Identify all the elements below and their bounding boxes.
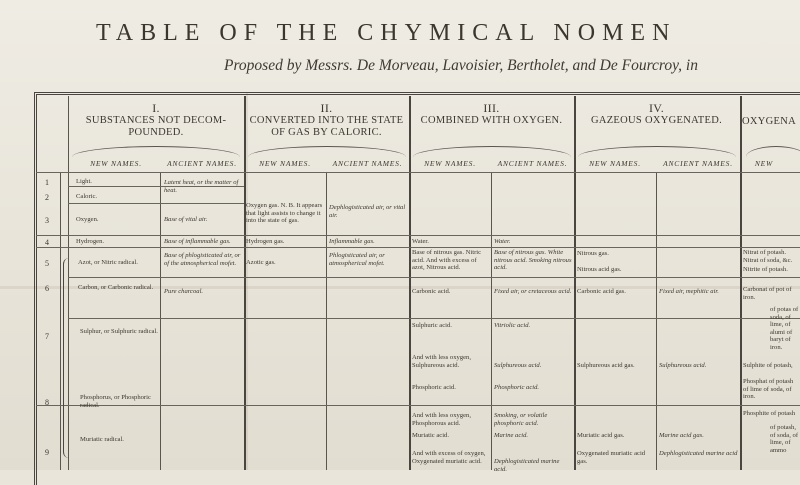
cell-new-name: Caloric. — [76, 193, 98, 200]
page-subtitle: Proposed by Messrs. De Morveau, Lavoisier, Bertholet, and De Fourcroy, in — [224, 57, 698, 74]
column-number: I. — [152, 101, 160, 115]
row-number: 8 — [45, 398, 49, 407]
cell-oxygen-ancient-name: Base of nitrous gas. White nitrous acid. Smoking nitrous acid. — [494, 249, 572, 272]
subheader-new-names: NEW — [754, 159, 774, 168]
subheader-ancient-names: ANCIENT NAMES. — [663, 159, 733, 168]
row-number: 4 — [45, 238, 49, 247]
cell-oxygen-ancient-name: Marine acid. — [494, 432, 529, 439]
cell-gas-ancient-name: Phlogisticated air, or atmospherical mofet. — [329, 252, 385, 267]
cell-oxygen-ancient-name: Water. — [494, 238, 511, 245]
column-divider — [244, 96, 246, 470]
cell-gaseous-new-name: Oxygenated muriatic acid gas. — [577, 450, 646, 465]
cell-oxygenated-new-name: Carbonat of pot of iron. — [743, 286, 792, 301]
cell-ancient-name: Base of phlogisticated air, or of the atmospherical mofet. — [164, 252, 241, 267]
cell-oxygenated-new-name: Nitrite of potash. — [743, 266, 788, 273]
column-title: SUBSTANCES NOT DECOM- POUNDED. — [85, 115, 227, 138]
column-title: OXYGENA — [742, 116, 797, 127]
cell-oxygenated-new-name: of potas of soda, of lime, of alumi of baryt of iron. — [770, 306, 799, 351]
cell-oxygenated-new-name: Nitrat of potash. — [743, 249, 787, 256]
cell-gaseous-new-name: Nitrous gas. — [577, 250, 609, 257]
row-number: 9 — [45, 448, 49, 457]
column-divider — [740, 96, 742, 470]
column-divider — [326, 172, 327, 470]
cell-ancient-name: Latent heat, or the matter of heat. — [164, 179, 239, 194]
row-divider — [68, 318, 800, 319]
cell-oxygen-ancient-name: Vitriolic acid. — [494, 322, 531, 329]
cell-gaseous-ancient-name: Fixed air, mephitic air. — [659, 288, 719, 295]
cell-ancient-name: Base of inflammable gas. — [164, 238, 231, 245]
column-header-4 — [574, 102, 739, 127]
cell-oxygen-new-name: Muriatic acid. — [412, 432, 449, 439]
cell-oxygenated-new-name: of potash, of soda, of lime, of ammo — [770, 424, 799, 454]
cell-oxygen-new-name: And with less oxygen, Sulphureous acid. — [412, 354, 471, 369]
cell-new-name: Oxygen. — [76, 216, 99, 223]
cell-new-name: Sulphur, or Sulphuric radical. — [80, 328, 158, 335]
cell-new-name: Light. — [76, 178, 92, 185]
row-divider — [36, 235, 800, 236]
subheader-ancient-names: ANCIENT NAMES. — [167, 159, 237, 168]
row-number: 1 — [45, 178, 49, 187]
cell-gas-new-name: Oxygen gas. N. B. It appears that light assists to change it into the state of gas. — [246, 202, 323, 225]
column-number: IV. — [648, 101, 664, 115]
page-title: TABLE OF THE CHYMICAL NOMEN — [96, 20, 677, 46]
cell-oxygen-new-name: And with excess of oxygen, Oxygenated muriatic acid. — [412, 450, 486, 465]
column-divider — [656, 172, 657, 470]
cell-oxygen-ancient-name: Dephlogisticated marine acid. — [494, 458, 560, 473]
cell-gaseous-ancient-name: Marine acid gas. — [659, 432, 704, 439]
subheader-ancient-names: ANCIENT NAMES. — [497, 159, 568, 168]
column-number: II. — [320, 101, 333, 115]
cell-gaseous-new-name: Muriatic acid gas. — [577, 432, 625, 439]
row-number: 5 — [45, 259, 49, 268]
column-header-5 — [742, 116, 800, 128]
cell-new-name: Phosphorus, or Phosphoric radical. — [80, 394, 151, 409]
column-divider — [409, 96, 411, 470]
row-number: 3 — [45, 216, 49, 225]
cell-gaseous-new-name: Nitrous acid gas. — [577, 266, 622, 273]
row-divider — [68, 203, 244, 204]
column-title: CONVERTED INTO THE STATE OF GAS BY CALORIC. — [249, 115, 404, 138]
column-title: COMBINED WITH OXYGEN. — [420, 115, 563, 126]
column-divider — [160, 172, 161, 470]
cell-gas-ancient-name: Dephlogisticated air, or vital air. — [329, 204, 406, 219]
cell-gas-ancient-name: Inflammable gas. — [329, 238, 375, 245]
cell-oxygen-new-name: Carbonic acid. — [412, 288, 451, 295]
column-divider — [491, 172, 492, 470]
subheader-new-names: NEW NAMES. — [589, 159, 641, 168]
cell-oxygen-ancient-name: Fixed air, or cretaceous acid. — [494, 288, 572, 295]
cell-gaseous-new-name: Carbonic acid gas. — [577, 288, 626, 295]
column-header-2 — [244, 102, 409, 139]
cell-gaseous-ancient-name: Sulphureous acid. — [659, 362, 707, 369]
column-header-1 — [68, 102, 244, 139]
subheader-new-names: NEW NAMES. — [424, 159, 476, 168]
cell-gaseous-new-name: Sulphureous acid gas. — [577, 362, 635, 369]
cell-oxygen-ancient-name: Sulphureous acid. — [494, 362, 542, 369]
cell-new-name: Carbon, or Carbonic radical. — [78, 284, 154, 291]
cell-oxygenated-new-name: Phosphat of potash of lime of soda, of iron. — [743, 378, 794, 401]
subheader-new-names: NEW NAMES. — [90, 159, 142, 168]
row-divider — [36, 247, 800, 248]
group-brace — [63, 258, 72, 458]
cell-oxygen-ancient-name: Smoking, or volatile phosphoric acid. — [494, 412, 548, 427]
subheader-ancient-names: ANCIENT NAMES. — [332, 159, 403, 168]
cell-gaseous-ancient-name: Dephlogisticated marine acid — [659, 450, 738, 457]
column-title: GAZEOUS OXYGENATED. — [590, 115, 723, 126]
cell-oxygen-new-name: Water. — [412, 238, 429, 245]
cell-oxygen-new-name: Base of nitrous gas. Nitric acid. And with excess of azot, Nitrous acid. — [412, 249, 482, 272]
cell-oxygen-new-name: Sulphuric acid. — [412, 322, 452, 329]
cell-oxygenated-new-name: Nitrat of soda, &c. — [743, 257, 793, 264]
cell-oxygen-ancient-name: Phosphoric acid. — [494, 384, 540, 391]
row-number: 6 — [45, 284, 49, 293]
cell-gas-new-name: Hydrogen gas. — [246, 238, 285, 245]
column-header-3 — [409, 102, 574, 127]
row-divider — [36, 172, 800, 173]
cell-new-name: Hydrogen. — [76, 238, 105, 245]
cell-oxygenated-new-name: Phosphite of potash — [743, 410, 796, 417]
cell-ancient-name: Pure charcoal. — [164, 288, 204, 295]
column-number: III. — [483, 101, 500, 115]
cell-new-name: Azot, or Nitric radical. — [78, 259, 138, 266]
cell-gas-new-name: Azotic gas. — [246, 259, 276, 266]
cell-ancient-name: Base of vital air. — [164, 216, 208, 223]
row-number: 2 — [45, 193, 49, 202]
cell-oxygenated-new-name: Sulphite of potash, — [743, 362, 793, 369]
row-divider — [68, 277, 800, 278]
row-number: 7 — [45, 332, 49, 341]
cell-oxygen-new-name: Phosphoric acid. — [412, 384, 456, 391]
column-divider — [60, 172, 61, 470]
subheader-new-names: NEW NAMES. — [259, 159, 311, 168]
cell-oxygen-new-name: And with less oxygen, Phosphorous acid. — [412, 412, 471, 427]
cell-new-name: Muriatic radical. — [80, 436, 124, 443]
column-divider — [574, 96, 576, 470]
